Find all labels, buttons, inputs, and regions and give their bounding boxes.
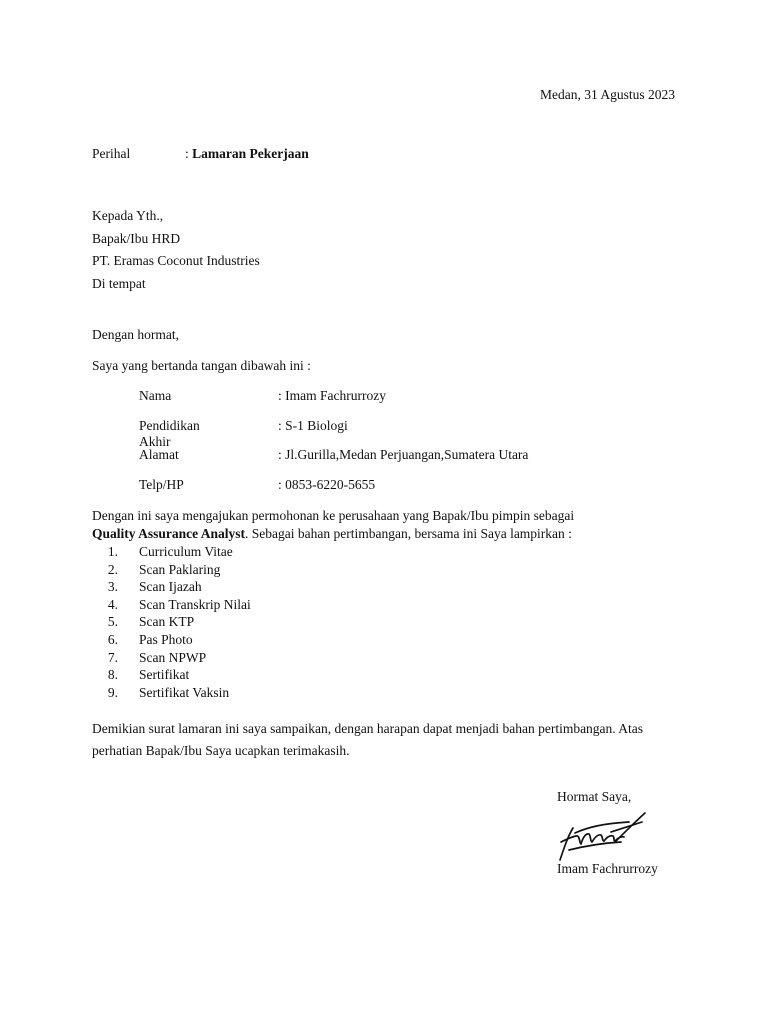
application-line-2 [92, 525, 574, 543]
field-label: Nama [139, 388, 172, 403]
recipient-line: Di tempat [92, 275, 146, 291]
list-text: Scan KTP [139, 614, 195, 630]
field-value: : Jl.Gurilla,Medan Perjuangan,Sumatera Utara [278, 447, 529, 462]
list-number: 9. [107, 684, 118, 700]
list-text: Sertifikat Vaksin [139, 684, 230, 700]
field-label: Telp/HP [139, 477, 184, 492]
field-value: : 0853-6220-5655 [278, 477, 376, 492]
list-number: 8. [107, 667, 118, 683]
application-line-1: Dengan ini saya mengajukan permohonan ke perusahaan yang Bapak/Ibu pimpin sebagai [92, 508, 575, 523]
subject-line [185, 146, 309, 162]
regards: Hormat Saya, [557, 789, 632, 804]
closing-paragraph: Demikian surat lamaran ini saya sampaikan, dengan harapan dapat menjadi bahan pertimbangan. Atas perhatian Bapak/Ibu Saya ucapkan terimakasih. [92, 721, 644, 758]
recipient-line: Kepada Yth., [92, 208, 164, 223]
subject-label: Perihal [92, 146, 131, 161]
intro-text: Saya yang bertanda tangan dibawah ini : [92, 358, 311, 373]
place-date: Medan, 31 Agustus 2023 [540, 87, 675, 102]
list-text: Pas Photo [139, 631, 193, 647]
signer-name: Imam Fachrurrozy [557, 861, 658, 876]
list-number: 3. [107, 579, 118, 595]
list-item [92, 613, 195, 631]
recipient-line: Bapak/Ibu HRD [92, 230, 181, 246]
recipient-line: PT. Eramas Coconut Industries [92, 253, 260, 268]
list-text: Scan Paklaring [139, 561, 221, 577]
list-text: Scan NPWP [139, 649, 207, 665]
list-text: Scan Transkrip Nilai [139, 596, 251, 612]
list-text: Scan Ijazah [139, 579, 202, 595]
field-label: Alamat [139, 447, 179, 462]
list-item [92, 578, 202, 596]
list-item [92, 684, 230, 702]
list-number: 1. [107, 544, 118, 559]
list-item [92, 561, 221, 579]
handwritten-signature [555, 806, 649, 862]
list-item [92, 649, 207, 667]
list-item [92, 631, 193, 649]
list-item [92, 666, 190, 684]
list-text: Curriculum Vitae [139, 544, 233, 559]
application-line-2-rest: . Sebagai bahan pertimbangan, bersama ini Saya lampirkan : [245, 525, 572, 541]
list-number: 7. [107, 649, 118, 665]
field-value: : Imam Fachrurrozy [278, 388, 386, 403]
list-number: 5. [107, 614, 118, 630]
subject-value: Lamaran Pekerjaan [192, 146, 309, 161]
attachment-list [92, 543, 251, 701]
field-label: Pendidikan Akhir [139, 418, 200, 449]
list-item [92, 543, 233, 561]
list-number: 4. [107, 596, 118, 612]
field-value: : S-1 Biologi [278, 418, 348, 433]
recipient-block [92, 205, 260, 295]
subject-colon: : [185, 146, 193, 161]
application-paragraph [92, 507, 574, 542]
position-title: Quality Assurance Analyst [92, 525, 246, 541]
list-number: 6. [107, 631, 118, 647]
list-item [92, 596, 251, 614]
list-text: Sertifikat [139, 667, 190, 683]
greeting: Dengan hormat, [92, 327, 179, 342]
list-number: 2. [107, 561, 118, 577]
